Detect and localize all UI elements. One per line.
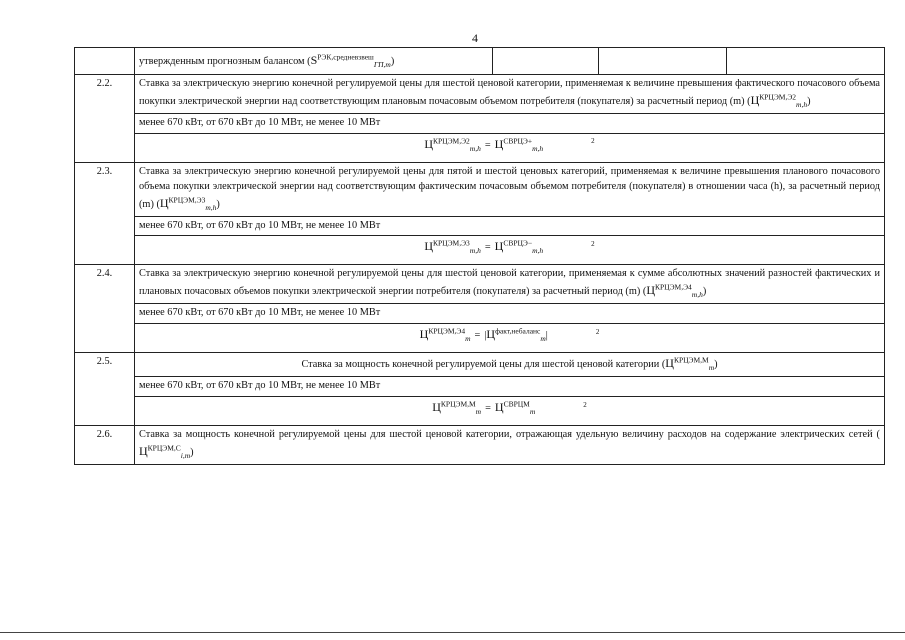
cell-empty bbox=[727, 48, 885, 75]
tariff-table bbox=[74, 47, 885, 465]
page-number: 4 bbox=[472, 31, 478, 45]
table-row-formula bbox=[75, 236, 885, 265]
page-edge-line bbox=[0, 632, 905, 633]
table-row-condition bbox=[75, 304, 885, 324]
table-row-formula bbox=[75, 324, 885, 353]
section-number: 2.6. bbox=[75, 426, 135, 465]
table-row-continuation bbox=[75, 48, 885, 75]
footnote-mark: 2 bbox=[591, 240, 595, 249]
table-row-condition bbox=[75, 377, 885, 397]
table-row-section-2-2 bbox=[75, 75, 885, 114]
footnote-mark: 2 bbox=[591, 137, 595, 146]
voltage-condition: менее 670 кВт, от 670 кВт до 10 МВт, не менее 10 МВт bbox=[135, 377, 885, 397]
formula: $Ц^{КРЦЭМ,Э2}_{m,h} = Ц^{СВРЦЭ+}_{m,h}^2$ bbox=[135, 133, 885, 162]
formula: $Ц^{КРЦЭМ,М}_m = Ц^{СВРЦМ}_m^2$ bbox=[135, 397, 885, 426]
section-number: 2.5. bbox=[75, 353, 135, 426]
section-description: Ставка за мощность конечной регулируемой цены для шестой ценовой категории, отражающая удельную величину расходов на содержание электрических сетей $(Ц^{КРЦЭМ,С}_{i,m})$ bbox=[135, 426, 885, 465]
table-row-section-2-6 bbox=[75, 426, 885, 465]
cell-empty bbox=[599, 48, 727, 75]
table-row-formula bbox=[75, 397, 885, 426]
formula-symbol: $S^{РЭК,средневзвеш}_{ГП,m}$ bbox=[310, 52, 391, 69]
footnote-mark: 2 bbox=[583, 400, 587, 409]
section-number: 2.2. bbox=[75, 75, 135, 163]
section-number: 2.4. bbox=[75, 265, 135, 353]
table-row-section-2-4 bbox=[75, 265, 885, 304]
section-description: Ставка за электрическую энергию конечной регулируемой цены для пятой и шестой ценовых категорий, применяемая к величине превышения планового почасового объема покупки электрической энергии над соответствующим фактическим почасовым объемом потребителя (покупателя) в отношении часа (h), за расчетный период (m) $(Ц^{КРЦЭМ,Э3}_{m,h})$ bbox=[135, 162, 885, 216]
formula: $Ц^{КРЦЭМ,Э4}_m = |Ц^{факт,небаланс}_m|$ $^2$ bbox=[135, 324, 885, 353]
table-row-section-2-3 bbox=[75, 162, 885, 216]
table-row-condition bbox=[75, 113, 885, 133]
table-row-section-2-5 bbox=[75, 353, 885, 377]
section-description: Ставка за мощность конечной регулируемой цены для шестой ценовой категории $(Ц^{КРЦЭМ,М}_m)$ bbox=[135, 353, 885, 377]
voltage-condition: менее 670 кВт, от 670 кВт до 10 МВт, не менее 10 МВт bbox=[135, 113, 885, 133]
formula: $Ц^{КРЦЭМ,Э3}_{m,h} = Ц^{СВРЦЭ-}_{m,h}^2$ bbox=[135, 236, 885, 265]
section-description: Ставка за электрическую энергию конечной регулируемой цены для шестой ценовой категории, применяемая к величине превышения фактического почасового объема покупки электрической энергии над соответствующим плановым почасовым объемом потребителя (покупателя) за расчетный период (m) $(Ц^{КРЦЭМ,Э2}_{m,h})$ bbox=[135, 75, 885, 114]
section-description: Ставка за электрическую энергию конечной регулируемой цены для шестой ценовой категории, применяемая к сумме абсолютных значений разностей фактических и плановых почасовых объемов покупки электрической энергии потребителя (покупателя) за расчетный период (m) $(Ц^{КРЦЭМ,Э4}_{m,h})$ bbox=[135, 265, 885, 304]
table-row-formula bbox=[75, 133, 885, 162]
section-number: 2.3. bbox=[75, 162, 135, 265]
voltage-condition: менее 670 кВт, от 670 кВт до 10 МВт, не менее 10 МВт bbox=[135, 304, 885, 324]
cell-empty bbox=[75, 48, 135, 75]
voltage-condition: менее 670 кВт, от 670 кВт до 10 МВт, не менее 10 МВт bbox=[135, 216, 885, 236]
cell-empty bbox=[493, 48, 599, 75]
cell-text: утвержденным прогнозным балансом $(S^{РЭК,средневзвеш}_{ГП,m})$ bbox=[135, 48, 493, 75]
table-row-condition bbox=[75, 216, 885, 236]
footnote-mark: 2 bbox=[595, 327, 600, 336]
